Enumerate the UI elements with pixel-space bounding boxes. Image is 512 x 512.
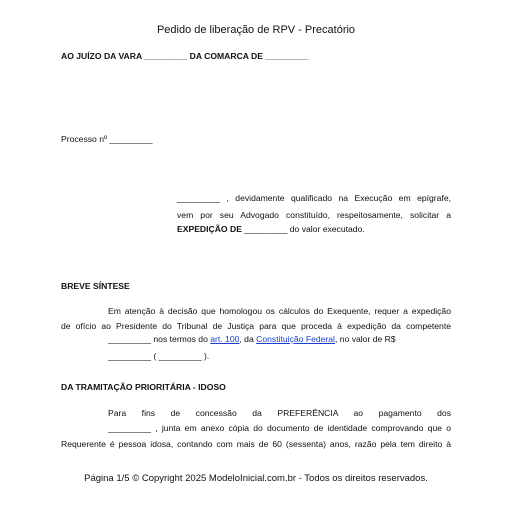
section-heading-breve-sintese: BREVE SÍNTESE (61, 281, 130, 291)
expedition-label: EXPEDIÇÃO DE (177, 224, 242, 234)
addressee-line: AO JUÍZO DA VARA _________ DA COMARCA DE _________ (61, 51, 309, 61)
intro-line-1: _________ , devidamente qualificado na Execução em epígrafe, (177, 193, 451, 203)
expedition-rest: _________ do valor executado. (241, 224, 365, 234)
process-number: Processo nº _________ (61, 134, 153, 144)
sintese-line-3-end: , no valor de R$ (334, 334, 396, 344)
art-100-link[interactable]: art. 100 (210, 334, 240, 344)
sintese-line-3-mid: , da (239, 334, 257, 344)
tramitacao-line-2: _________ , junta em anexo cópia do documento de identidade comprovando que o (108, 423, 451, 433)
sintese-line-1: Em atenção à decisão que homologou os cálculos do Exequente, requer a expedição (108, 306, 451, 316)
section-heading-tramitacao: DA TRAMITAÇÃO PRIORITÁRIA - IDOSO (61, 382, 226, 392)
sintese-line-2: de ofício ao Presidente do Tribunal de Justiça para que proceda à expedição da competente (61, 321, 451, 331)
sintese-line-3 (108, 334, 451, 344)
tramitacao-line-3: Requerente é pessoa idosa, contando com mais de 60 (sessenta) anos, razão pela tem direito à (61, 439, 451, 449)
sintese-line-3-start: _________ nos termos do (108, 334, 211, 344)
tramitacao-line-1: Para fins de concessão da PREFERÊNCIA ao pagamento dos (108, 408, 451, 418)
constituicao-federal-link[interactable]: Constituição Federal (256, 334, 335, 344)
sintese-line-4: _________ ( _________ ). (108, 351, 210, 361)
intro-line-3 (177, 224, 365, 234)
intro-line-2: vem por seu Advogado constituído, respeitosamente, solicitar a (177, 210, 451, 220)
document-title: Pedido de liberação de RPV - Precatório (156, 24, 356, 36)
page-footer: Página 1/5 © Copyright 2025 ModeloInicial.com.br - Todos os direitos reservados. (84, 473, 428, 484)
